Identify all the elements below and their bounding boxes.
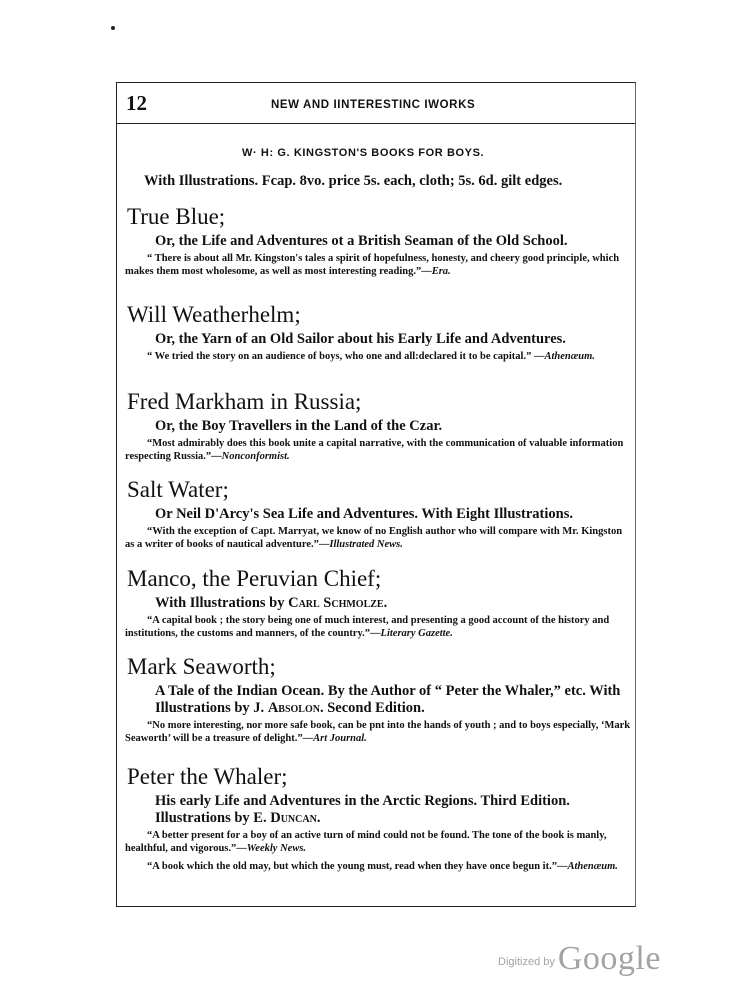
review-quote: “A capital book ; the story being one of much interest, and presenting a good account of the history and institutions, the customs and manners, of the country.”—: [125, 615, 610, 639]
book-entry-peter-the-whaler: [125, 763, 633, 873]
book-description: Or Neil D'Arcy's Sea Life and Adventures. With Eight Illustrations.: [155, 506, 573, 522]
book-entry-salt-water: [125, 476, 633, 551]
book-review: [125, 350, 633, 363]
review-source: Weekly News.: [246, 843, 307, 854]
review-quote: “A book which the old may, but which the young must, read when they have once begun it.”—: [147, 861, 568, 872]
review-source: Illustrated News.: [329, 539, 403, 550]
running-head: NEW AND IINTERESTINC IWORKS: [271, 99, 476, 111]
book-review: [125, 437, 633, 463]
review-source: Nonconformist.: [221, 451, 290, 462]
book-title: Peter the Whaler;: [127, 764, 288, 789]
review-quote: “No more interesting, nor more safe book, can be pnt into the hands of youth ; and to boys especially, ‘Mark Seaworth’ will be a treasure of delight.”—: [125, 720, 631, 744]
book-title: Mark Seaworth;: [127, 654, 276, 679]
section-heading: W· H: G. KINGSTON'S BOOKS FOR BOYS.: [242, 147, 485, 159]
stray-ink-dot: [111, 26, 115, 30]
book-review: [125, 829, 633, 855]
book-entry-will-weatherhelm: [125, 301, 633, 363]
book-description: His early Life and Adventures in the Arctic Regions. Third Edition. Illustrations by E. Duncan.: [155, 793, 570, 826]
review-quote: “Most admirably does this book unite a capital narrative, with the communication of valuable information respecting Russia.”—: [125, 438, 624, 462]
book-description: Or, the Yarn of an Old Sailor about his Early Life and Adventures.: [155, 331, 566, 347]
review-source: Art Journal.: [313, 733, 367, 744]
watermark-prefix: Digitized by: [498, 956, 555, 968]
book-review: [125, 860, 633, 873]
review-source: Literary Gazette.: [380, 628, 453, 639]
review-quote: “A better present for a boy of an active turn of mind could not be found. The tone of the book is manly, healthful, and vigorous.”—: [125, 830, 607, 854]
review-quote: “With the exception of Capt. Marryat, we know of no English author who will compare with Mr. Kingston as a writer of books of nautical adventure.”—: [125, 526, 623, 550]
book-description: With Illustrations by Carl Schmolze.: [155, 595, 388, 611]
book-title: Fred Markham in Russia;: [127, 389, 362, 414]
publication-terms: With Illustrations. Fcap. 8vo. price 5s. each, cloth; 5s. 6d. gilt edges.: [144, 173, 563, 189]
illustrator-name: Absolon.: [267, 700, 324, 716]
review-source: Athenæum.: [544, 351, 595, 362]
illustrator-name: Carl Schmolze.: [288, 595, 388, 611]
book-entry-manco: [125, 565, 633, 640]
illustrator-name: Duncan.: [270, 810, 321, 826]
book-title: Manco, the Peruvian Chief;: [127, 566, 382, 591]
book-entry-true-blue: [125, 203, 633, 278]
book-description: A Tale of the Indian Ocean. By the Author of “ Peter the Whaler,” etc. With Illustrations by J. Absolon. Second Edition.: [155, 683, 621, 716]
page-frame: [116, 82, 636, 907]
review-quote: “ There is about all Mr. Kingston's tales a spirit of hopefulness, honesty, and cheery good principle, which makes them most wholesome, as well as most interesting reading.”—: [125, 253, 620, 277]
book-title: Salt Water;: [127, 477, 229, 502]
header-rule: [117, 123, 635, 124]
review-source: Era.: [431, 266, 451, 277]
digitized-by-google-watermark: [498, 940, 661, 978]
book-entry-mark-seaworth: [125, 653, 633, 745]
book-review: [125, 252, 633, 278]
review-source: Athenæum.: [567, 861, 618, 872]
book-title: Will Weatherhelm;: [127, 302, 301, 327]
book-review: [125, 719, 633, 745]
book-description: Or, the Boy Travellers in the Land of the Czar.: [155, 418, 443, 434]
page-number: 12: [126, 91, 147, 115]
book-review: [125, 614, 633, 640]
book-title: True Blue;: [127, 204, 226, 229]
book-review: [125, 525, 633, 551]
book-description: Or, the Life and Adventures ot a British Seaman of the Old School.: [155, 233, 568, 249]
google-logo: Google: [557, 940, 661, 977]
review-quote: “ We tried the story on an audience of boys, who one and all:declared it to be capital.” —: [147, 351, 545, 362]
book-entry-fred-markham: [125, 388, 633, 463]
